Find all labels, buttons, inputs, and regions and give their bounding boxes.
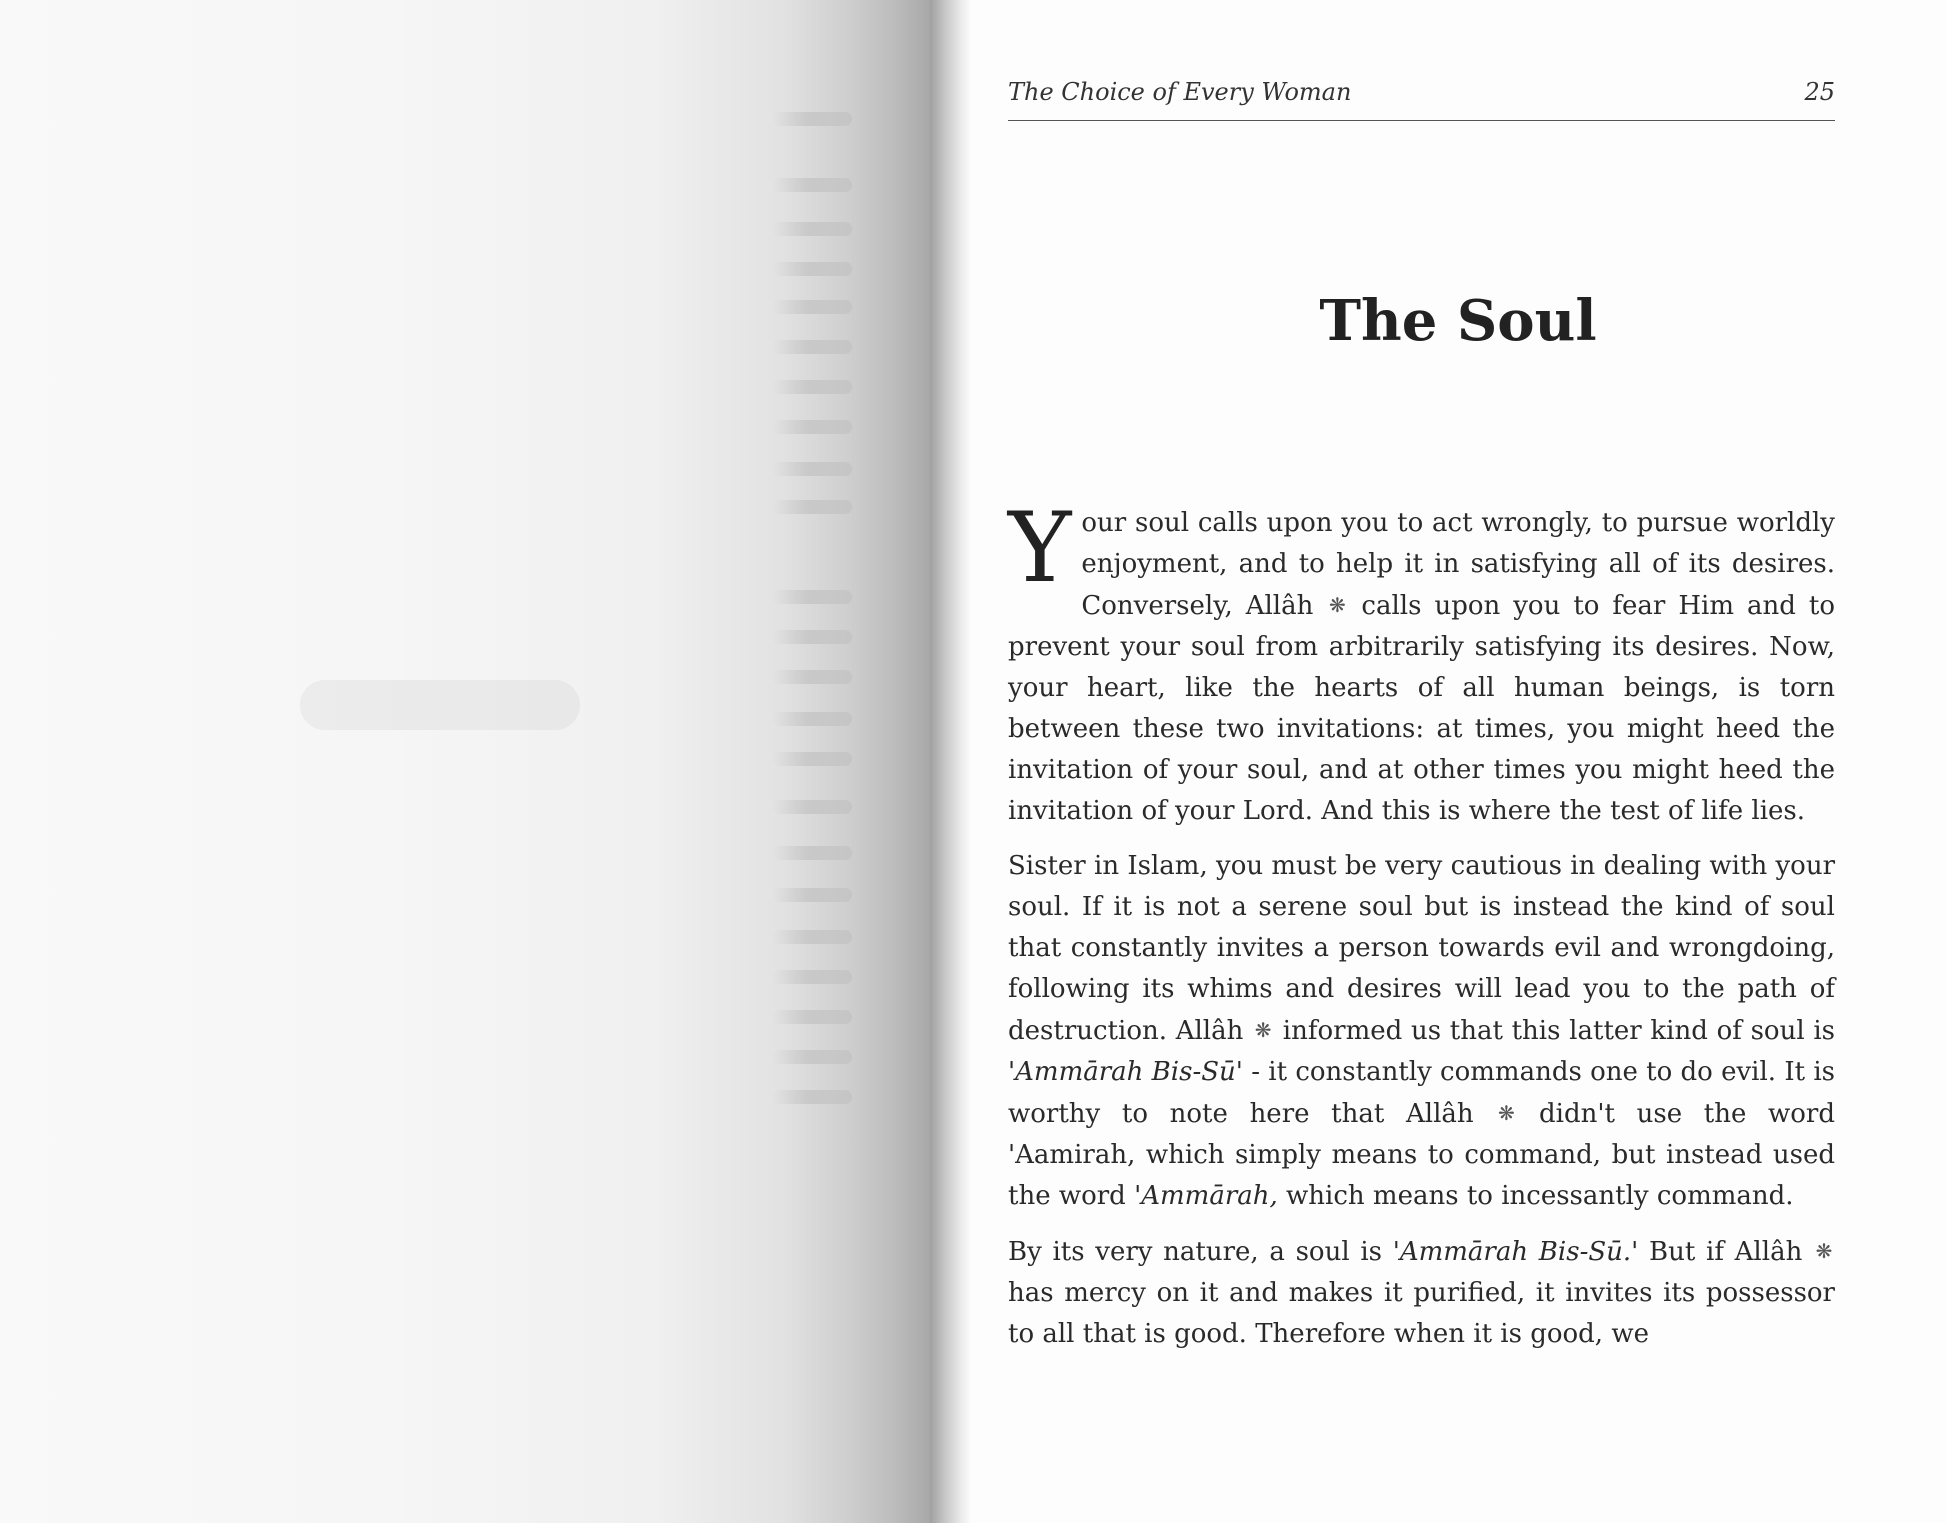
- bleed-through-line: [772, 1050, 852, 1064]
- bleed-through-line: [772, 590, 852, 604]
- chapter-title: The Soul: [1319, 288, 1597, 354]
- paragraph-text: But if Allâh: [1649, 1237, 1803, 1267]
- bleed-through-line: [772, 752, 852, 766]
- paragraph-2: [1008, 846, 1835, 1217]
- bleed-through-line: [772, 112, 852, 126]
- bleed-through-line: [772, 262, 852, 276]
- paragraph-text: didn't use the word 'Aamirah, which simply means to command, but instead used the word: [1008, 1099, 1835, 1211]
- right-page: [970, 0, 1946, 1523]
- running-header: [1008, 78, 1835, 121]
- paragraph-text: our soul calls upon you to act wrongly, to pursue worldly enjoyment, and to help it in satisfying all of its desires. Conversely, Allâh: [1081, 508, 1835, 621]
- paragraph-text: has mercy on it and makes it purified, it invites its possessor to all that is good. Therefore when it is good, we: [1008, 1278, 1835, 1349]
- bleed-through-line: [772, 300, 852, 314]
- italic-term: 'Ammārah Bis-Sū': [1008, 1057, 1243, 1087]
- paragraph-text: Sister in Islam, you must be very cautious in dealing with your soul. If it is not a serene soul but is instead the kind of soul that constantly invites a person towards evil and wrongdoing, following its whims and desires will lead you to the path of destruction. Allâh: [1008, 851, 1835, 1046]
- bleed-through-line: [772, 1010, 852, 1024]
- honorific-icon: ❋: [1497, 1101, 1515, 1125]
- bleed-through-line: [772, 420, 852, 434]
- paragraph-text: informed us that this latter kind of soul is: [1282, 1016, 1836, 1046]
- honorific-icon: ❋: [1815, 1239, 1833, 1263]
- bleed-through-line: [772, 888, 852, 902]
- bleed-through-line: [772, 1090, 852, 1104]
- paragraph-text: By its very nature, a soul is: [1008, 1237, 1382, 1267]
- paragraph-text: calls upon you to fear Him and to prevent your soul from arbitrarily satisfying its desires. Now, your heart, like the hearts of all human beings, is torn between these two invitations: at times, you might heed the invitation of your soul, and at other times you might heed the invitation of your Lord. And this is where the test of life lies.: [1008, 591, 1836, 826]
- paragraph-3: [1008, 1231, 1835, 1355]
- bleed-through-line: [772, 970, 852, 984]
- bleed-through-line: [772, 500, 852, 514]
- page-number: 25: [1804, 78, 1835, 106]
- bleed-through-line: [772, 846, 852, 860]
- italic-term: 'Ammārah Bis-Sū.': [1392, 1237, 1639, 1267]
- book-title: The Choice of Every Woman: [1008, 78, 1352, 106]
- bleed-through-line: [772, 178, 852, 192]
- bleed-through-line: [772, 670, 852, 684]
- bleed-through-line: [772, 462, 852, 476]
- left-page-bleed-through: [0, 0, 930, 1523]
- bleed-through-line: [772, 800, 852, 814]
- body-text: [1008, 492, 1836, 1369]
- book-spine-shadow: [930, 0, 970, 1523]
- honorific-icon: ❋: [1329, 593, 1346, 617]
- bleed-through-line: [772, 712, 852, 726]
- bleed-through-line: [772, 222, 852, 236]
- paragraph-text: - it constantly commands one to do evil. It is worthy to note here that Allâh: [1008, 1057, 1836, 1129]
- bleed-through-line: [772, 630, 852, 644]
- paragraph-1: [1008, 492, 1836, 832]
- paragraph-text: which means to incessantly command.: [1286, 1181, 1794, 1211]
- bleed-through-line: [772, 930, 852, 944]
- bleed-through-line: [772, 380, 852, 394]
- drop-cap: Y: [1008, 492, 1072, 604]
- italic-term: 'Ammārah,: [1134, 1181, 1278, 1211]
- bleed-through-line: [772, 340, 852, 354]
- honorific-icon: ❋: [1254, 1018, 1272, 1042]
- bleed-through-title: [300, 680, 580, 730]
